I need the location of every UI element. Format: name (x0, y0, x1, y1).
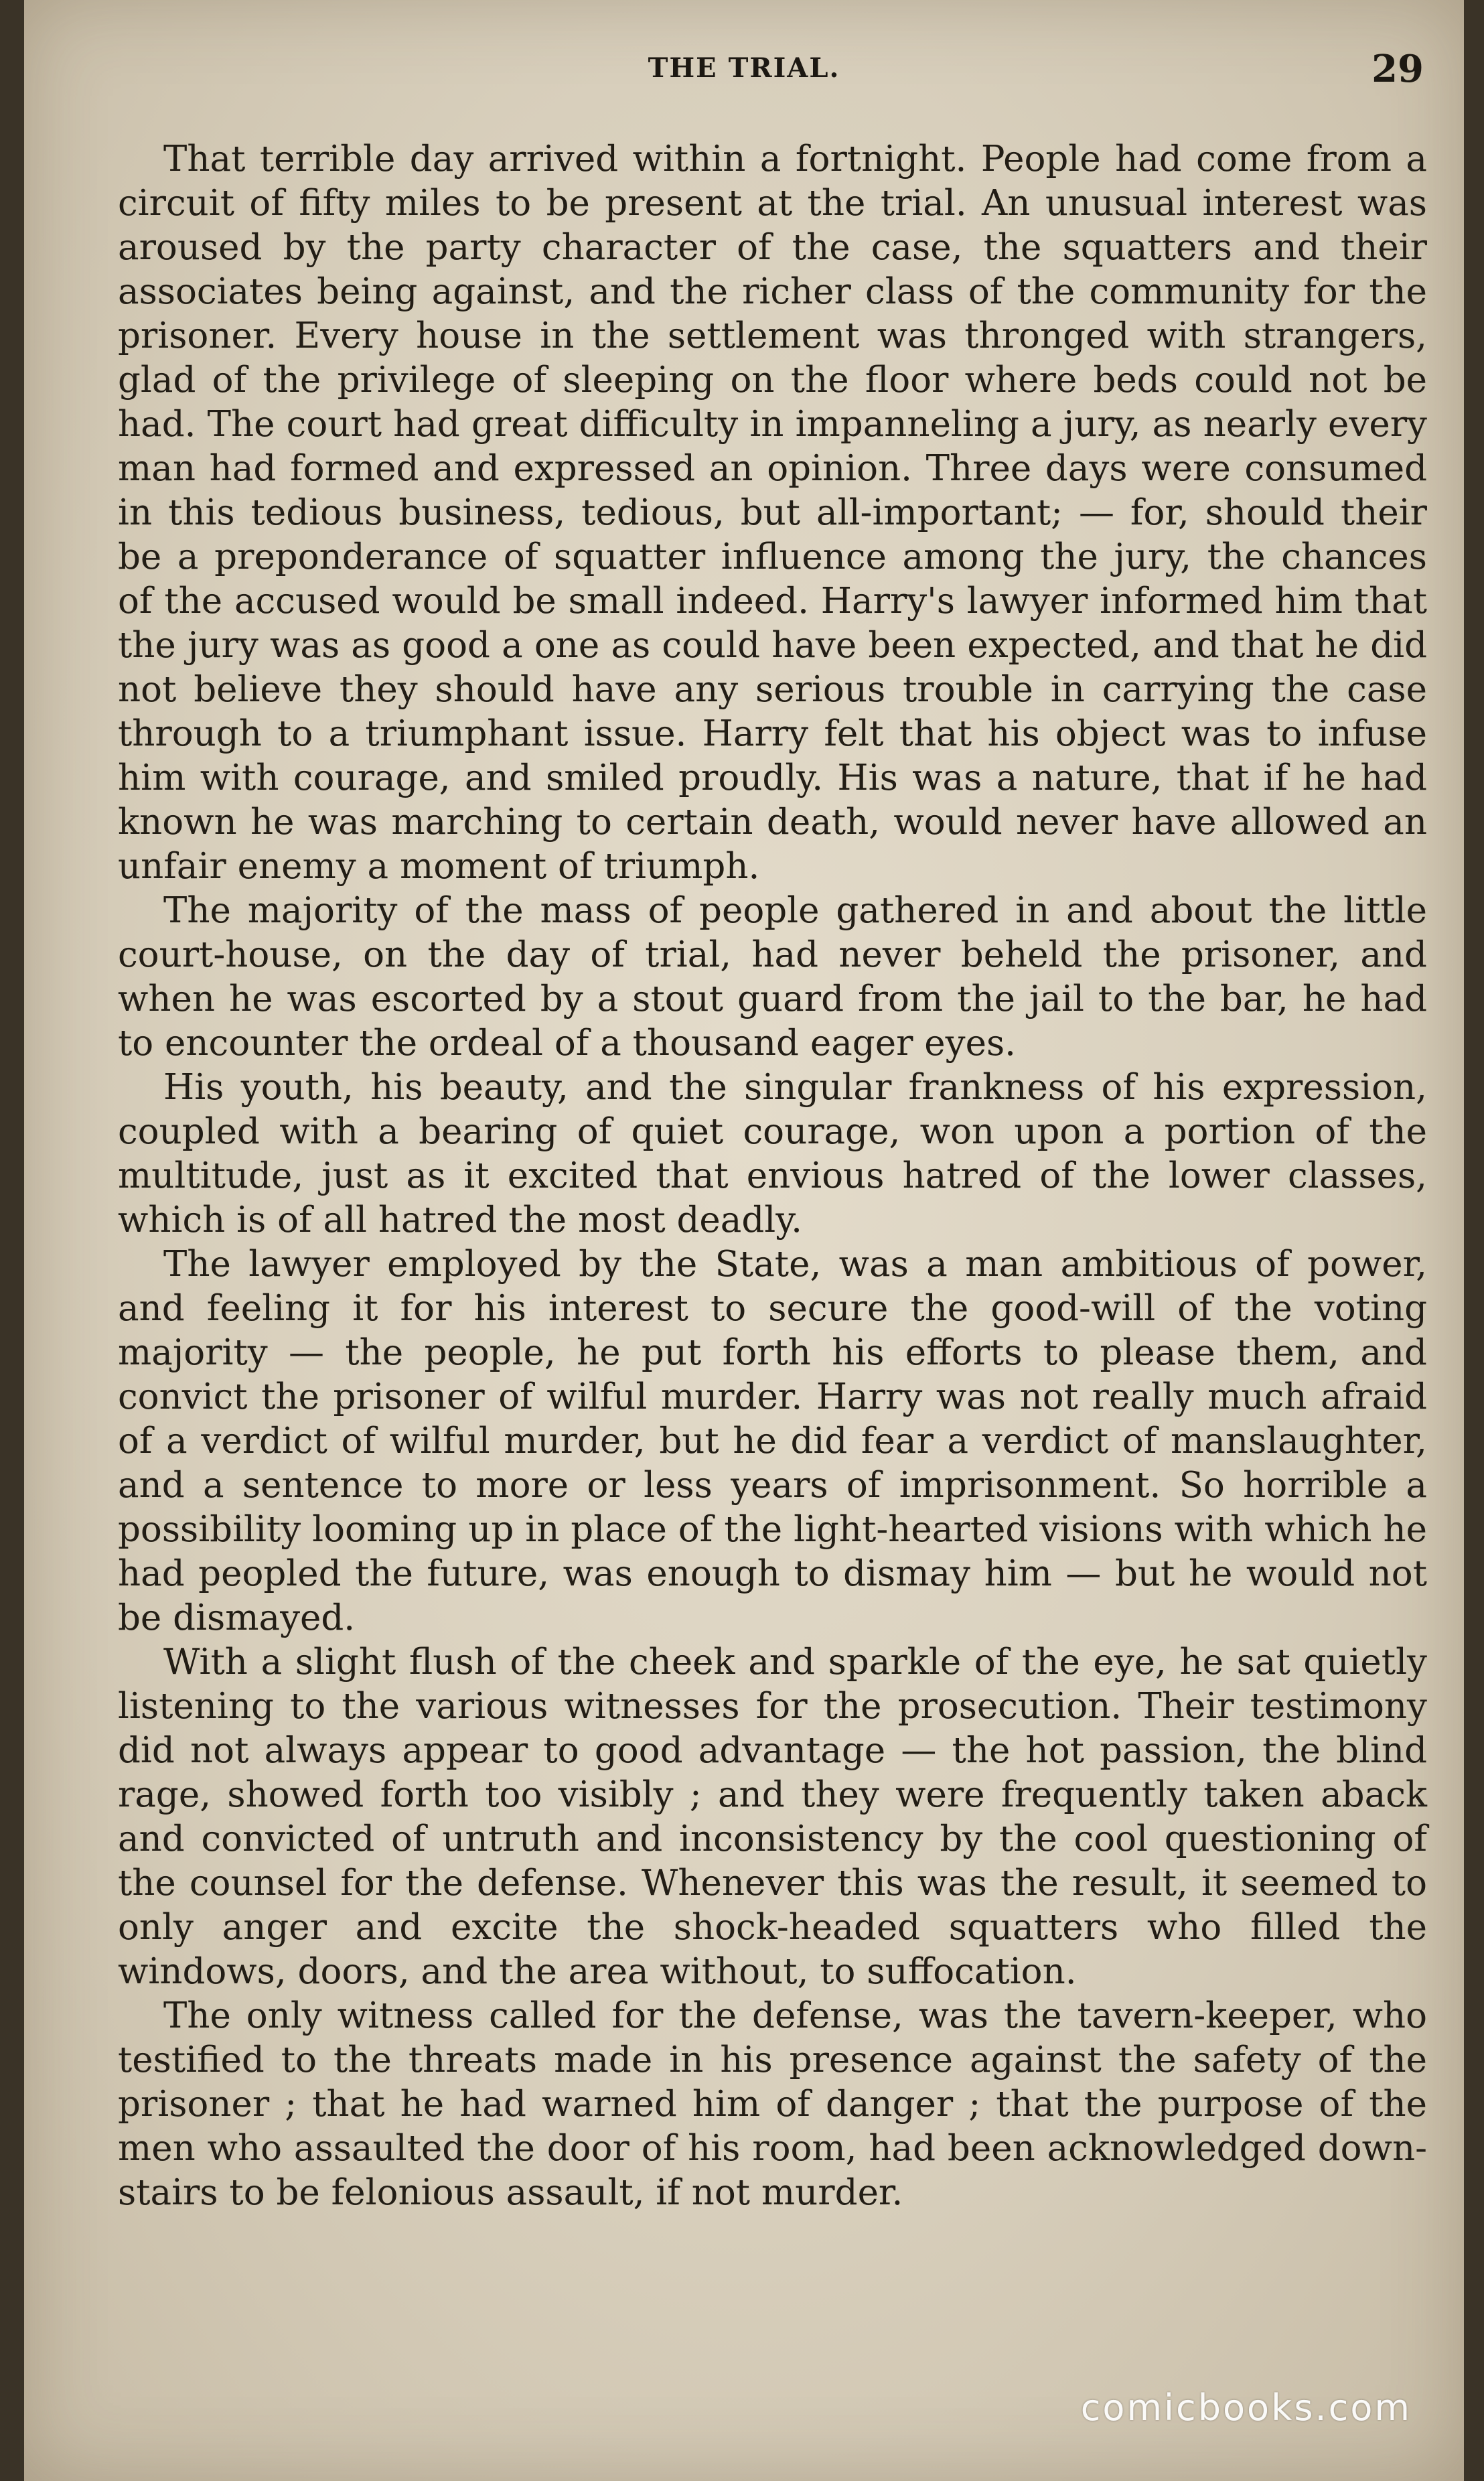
page-number: 29 (1371, 47, 1424, 91)
running-head (24, 47, 1464, 94)
paragraph: That terrible day arrived within a fortnight. People had come from a circuit of fifty miles to be present at the trial. An unusual interest was aroused by the party character of the case, the squatters and their associates being against, and the richer class of the community for the prisoner. Every house in the settlement was thronged with strangers, glad of the privilege of sleeping on the floor where beds could not be had. The court had great difficulty in impanneling a jury, as nearly every man had formed and expressed an opinion. Three days were consumed in this tedious business, tedious, but all-important; — for, should their be a preponderance of squatter influence among the jury, the chances of the accused would be small indeed. Harry's lawyer informed him that the jury was as good a one as could have been expected, and that he did not believe they should have any serious trouble in carrying the case through to a triumphant issue. Harry felt that his object was to infuse him with courage, and smiled proudly. His was a nature, that if he had known he was marching to certain death, would never have allowed an unfair enemy a moment of triumph. (118, 139, 1427, 887)
body-text (118, 137, 1427, 2215)
paragraph: With a slight flush of the cheek and sparkle of the eye, he sat quietly listening to the various witnesses for the prosecution. Their testimony did not always appear to good advantage — the hot passion, the blind rage, showed forth too visibly ; and they were frequently taken aback and convicted of untruth and inconsistency by the cool questioning of the counsel for the defense. Whenever this was the result, it seemed to only anger and excite the shock-headed squatters who filled the windows, doors, and the area without, to suffocation. (118, 1642, 1427, 1992)
paragraph: The majority of the mass of people gathered in and about the little court-house, on the day of trial, had never beheld the prisoner, and when he was escorted by a stout guard from the jail to the bar, he had to encounter the ordeal of a thousand eager eyes. (118, 890, 1427, 1064)
running-title: THE TRIAL. (648, 52, 840, 84)
watermark: comicbooks.com (1080, 2387, 1412, 2429)
paragraph: His youth, his beauty, and the singular frankness of his expression, coupled with a bearing of quiet courage, won upon a portion of the multitude, just as it excited that envious hatred of the lower classes, which is of all hatred the most deadly. (118, 1067, 1427, 1240)
paragraph: The only witness called for the defense, was the tavern-keeper, who testified to the threats made in his presence against the safety of the prisoner ; that he had warned him of danger ; that the purpose of the men who assaulted the door of his room, had been acknowledged down-stairs to be felonious assault, if not murder. (118, 1995, 1427, 2213)
paragraph: The lawyer employed by the State, was a man ambitious of power, and feeling it for his interest to secure the good-will of the voting majority — the people, he put forth his efforts to please them, and convict the prisoner of wilful murder. Harry was not really much afraid of a verdict of wilful murder, but he did fear a verdict of manslaughter, and a sentence to more or less years of imprisonment. So horrible a possibility looming up in place of the light-hearted visions with which he had peopled the future, was enough to dismay him — but he would not be dismayed. (118, 1244, 1427, 1638)
book-page (24, 0, 1464, 2481)
